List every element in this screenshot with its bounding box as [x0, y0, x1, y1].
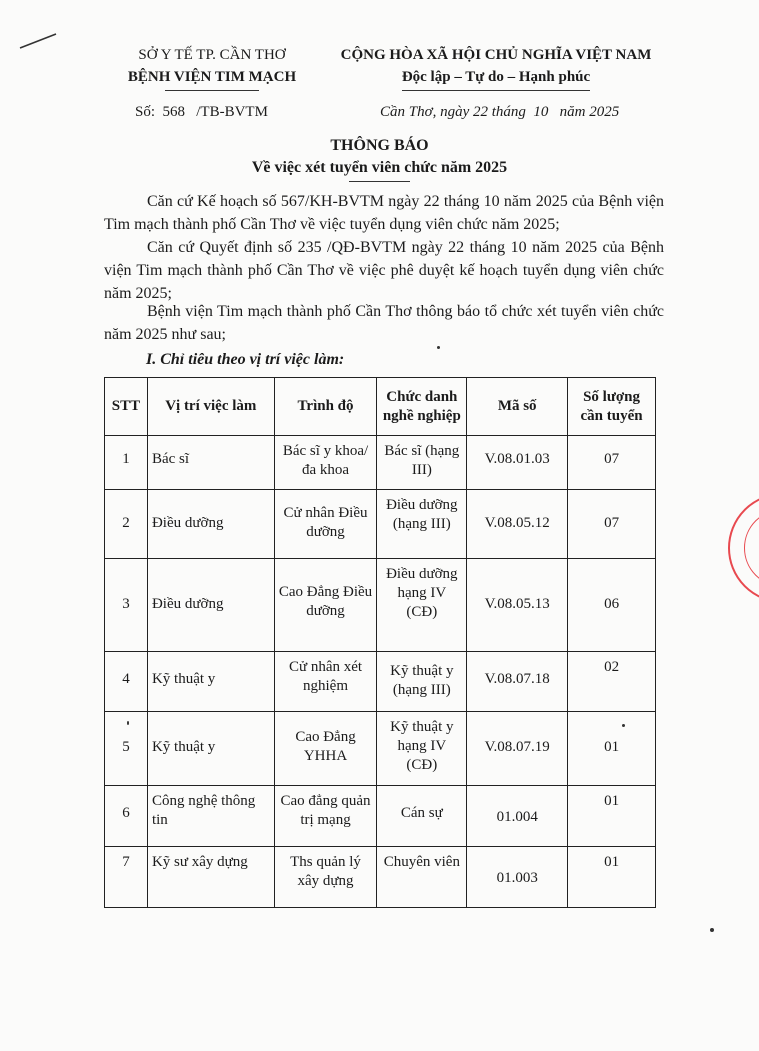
- cell-level: Bác sĩ y khoa/đa khoa: [274, 436, 377, 490]
- cell-stt: 7: [105, 847, 148, 908]
- cell-position: Điều dưỡng: [147, 559, 274, 652]
- cell-quantity: 06: [568, 559, 656, 652]
- nation-name: CỘNG HÒA XÃ HỘI CHỦ NGHĨA VIỆT NAM: [340, 47, 652, 63]
- cell-level: Cử nhân Điều dưỡng: [274, 490, 377, 559]
- cell-position: Bác sĩ: [147, 436, 274, 490]
- table-row: [105, 559, 656, 652]
- header-stt: STT: [105, 378, 148, 436]
- organization-name: BỆNH VIỆN TIM MẠCH: [128, 66, 296, 88]
- cell-level: Cao đẳng quản trị mạng: [274, 786, 377, 847]
- cell-stt: 6: [105, 786, 148, 847]
- cell-code: 01.004: [467, 786, 568, 847]
- section-heading: I. Chỉ tiêu theo vị trí việc làm:: [146, 351, 345, 368]
- cell-code: 01.003: [467, 847, 568, 908]
- cell-level: Cao Đẳng YHHA: [274, 712, 377, 786]
- header-level: Trình độ: [274, 378, 377, 436]
- cell-code: V.08.05.13: [467, 559, 568, 652]
- national-motto: Độc lập – Tự do – Hạnh phúc: [402, 66, 590, 88]
- cell-stt: 3: [105, 559, 148, 652]
- cell-level: Cử nhân xét nghiệm: [274, 652, 377, 712]
- cell-stt: 1: [105, 436, 148, 490]
- cell-title: Điều dưỡng hạng IV (CĐ): [377, 559, 467, 652]
- paragraph-basis-decision: Căn cứ Quyết định số 235 /QĐ-BVTM ngày 22 tháng 10 năm 2025 của Bệnh viện Tim mạch thành phố Cần Thơ về việc phê duyệt kế hoạch tuyển dụng viên chức năm 2025;: [104, 239, 664, 302]
- cell-title: Bác sĩ (hạng III): [377, 436, 467, 490]
- cell-title: Chuyên viên: [377, 847, 467, 908]
- cell-code: V.08.05.12: [467, 490, 568, 559]
- table-header-row: [105, 378, 656, 436]
- table-row: [105, 712, 656, 786]
- date-line: Cần Thơ, ngày 22 tháng 10 năm 2025: [380, 104, 620, 120]
- paragraph-announcement: Bệnh viện Tim mạch thành phố Cần Thơ thông báo tổ chức xét tuyển viên chức năm 2025 như sau;: [104, 303, 664, 343]
- cell-title: Cán sự: [377, 786, 467, 847]
- cell-title: Điều dưỡng (hạng III): [377, 490, 467, 559]
- cell-position: Điều dưỡng: [147, 490, 274, 559]
- cell-title: Kỹ thuật y (hạng III): [377, 652, 467, 712]
- cell-position: Kỹ sư xây dựng: [147, 847, 274, 908]
- subtitle-text: Về việc xét tuyển viên chức năm 2025: [251, 159, 508, 176]
- issuer-block: [112, 44, 312, 88]
- document-title: THÔNG BÁO: [330, 137, 429, 154]
- cell-code: V.08.01.03: [467, 436, 568, 490]
- document-number: Số: 568 /TB-BVTM: [135, 104, 268, 120]
- scan-speck: [437, 346, 440, 349]
- scan-speck: [710, 928, 714, 932]
- cell-stt: 5: [105, 712, 148, 786]
- cell-quantity: 02: [568, 652, 656, 712]
- table-row: [105, 436, 656, 490]
- header-quantity: Số lượng cần tuyển: [568, 378, 656, 436]
- table-row: [105, 652, 656, 712]
- cell-stt: 2: [105, 490, 148, 559]
- header-position: Vị trí việc làm: [147, 378, 274, 436]
- cell-quantity: 07: [568, 436, 656, 490]
- cell-quantity: 01: [568, 712, 656, 786]
- red-seal-stamp: [728, 493, 759, 603]
- cell-stt: 4: [105, 652, 148, 712]
- cell-code: V.08.07.19: [467, 712, 568, 786]
- cell-quantity: 01: [568, 786, 656, 847]
- cell-code: V.08.07.18: [467, 652, 568, 712]
- pen-scratch-mark: [18, 31, 58, 51]
- document-subtitle: [0, 159, 759, 177]
- scan-speck: [127, 721, 129, 725]
- department-name: SỞ Y TẾ TP. CẦN THƠ: [138, 47, 286, 63]
- cell-position: Kỹ thuật y: [147, 712, 274, 786]
- table-row: [105, 490, 656, 559]
- cell-position: Kỹ thuật y: [147, 652, 274, 712]
- scan-speck: [622, 724, 625, 727]
- header-code: Mã số: [467, 378, 568, 436]
- quota-table: [104, 377, 656, 908]
- cell-level: Ths quản lý xây dựng: [274, 847, 377, 908]
- cell-level: Cao Đẳng Điều dưỡng: [274, 559, 377, 652]
- cell-quantity: 01: [568, 847, 656, 908]
- cell-quantity: 07: [568, 490, 656, 559]
- table-row: [105, 847, 656, 908]
- header-title: Chức danh nghề nghiệp: [377, 378, 467, 436]
- national-header: [326, 44, 666, 88]
- paragraph-basis-plan: Căn cứ Kế hoạch số 567/KH-BVTM ngày 22 tháng 10 năm 2025 của Bệnh viện Tim mạch thành phố Cần Thơ về việc tuyển dụng viên chức năm 2025;: [104, 193, 664, 233]
- cell-position: Công nghệ thông tin: [147, 786, 274, 847]
- cell-title: Kỹ thuật y hạng IV (CĐ): [377, 712, 467, 786]
- table-row: [105, 786, 656, 847]
